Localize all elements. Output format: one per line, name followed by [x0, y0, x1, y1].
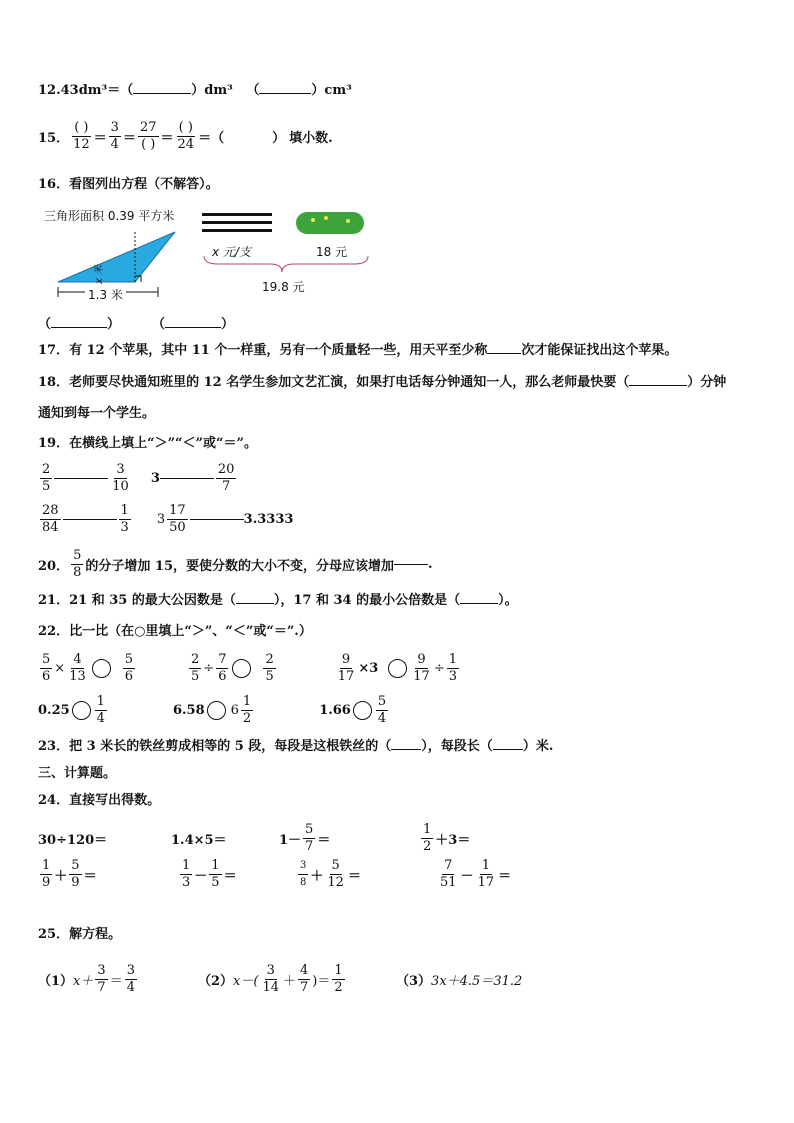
- denominator: 13: [69, 669, 86, 684]
- numerator: 4: [73, 652, 82, 667]
- numerator[interactable]: ( ): [74, 120, 89, 135]
- denominator: 2: [242, 711, 252, 726]
- expr: ＝: [317, 833, 331, 848]
- fraction: [119, 503, 131, 536]
- numerator: 1: [96, 694, 105, 709]
- number: 6.58: [172, 703, 205, 718]
- q18-line2: 通知到每一个学生。: [38, 406, 156, 421]
- denominator: 24: [177, 137, 195, 152]
- answer-blank[interactable]: [190, 519, 244, 520]
- pen-icon: [202, 213, 272, 216]
- denominator: 9: [42, 875, 51, 890]
- numerator: 28: [42, 503, 59, 518]
- eq: ＝: [198, 131, 212, 146]
- answer-blank[interactable]: [133, 93, 191, 94]
- operator: ＋: [310, 869, 324, 884]
- number: 1.66: [319, 703, 351, 718]
- fraction: [138, 120, 159, 153]
- q16-text: 16．看图列出方程（不解答）。: [38, 177, 219, 192]
- denominator: 12: [73, 137, 90, 152]
- q16-answer-1: （ ）: [38, 317, 121, 332]
- q21-text: 21．21 和 35 的最大公因数是（: [38, 593, 236, 608]
- fraction: [109, 120, 121, 153]
- numerator: 3: [126, 963, 135, 978]
- compare-circle[interactable]: [207, 701, 226, 720]
- pen-icon: [202, 229, 272, 232]
- expr: 1－: [279, 833, 302, 848]
- q19-row2: [38, 503, 293, 536]
- q16-answer-2: （ ）: [152, 317, 235, 332]
- q21-mid: ），17 和 34 的最小公倍数是（: [273, 593, 461, 608]
- denominator: 7: [300, 980, 309, 995]
- denominator: 5: [265, 669, 274, 684]
- denominator: 5: [191, 669, 200, 684]
- expr: ＋3＝: [435, 833, 471, 848]
- q14-text: 12.43dm³＝: [38, 83, 121, 98]
- numerator: 5: [305, 822, 314, 837]
- eq: ＝: [347, 869, 361, 884]
- numerator: 4: [300, 963, 309, 978]
- case-price-label: 18 元: [316, 245, 348, 259]
- numerator: 1: [334, 963, 343, 978]
- operator: ＋: [54, 869, 68, 884]
- answer-blank[interactable]: [165, 327, 221, 328]
- denominator: 6: [124, 669, 134, 684]
- q24-row1: [38, 822, 758, 855]
- sub-label: （1）: [38, 974, 74, 989]
- denominator: 3: [182, 875, 191, 890]
- q17-line: [38, 342, 677, 360]
- case-dot: [311, 218, 315, 222]
- denominator: 6: [218, 669, 227, 684]
- numerator: 1: [182, 858, 191, 873]
- expr: 1.4×5＝: [171, 833, 227, 848]
- eq: ＝: [160, 131, 174, 146]
- paren: （: [211, 131, 225, 146]
- denominator: 12: [327, 875, 344, 890]
- fraction: [216, 462, 237, 495]
- numerator[interactable]: ( ): [178, 120, 193, 135]
- numerator: 9: [417, 652, 426, 667]
- q22-text: 22．比一比（在○里填上“＞”、“＜”或“＝”.）: [38, 624, 312, 639]
- q24-text: 24．直接写出得数。: [38, 793, 161, 808]
- numerator: 17: [169, 503, 186, 518]
- denominator: 4: [377, 711, 387, 726]
- numerator: 5: [42, 652, 51, 667]
- q17-text: 17．有 12 个苹果，其中 11 个一样重，另有一个质量轻一些，用天平至少称: [38, 343, 488, 358]
- answer-blank[interactable]: [394, 564, 428, 565]
- paren: ）: [272, 131, 286, 146]
- eq: ＝: [109, 974, 123, 989]
- answer-blank[interactable]: [493, 749, 523, 750]
- compare-circle[interactable]: [388, 659, 407, 678]
- answer-blank[interactable]: [487, 353, 521, 354]
- height-label: x 米: [94, 264, 105, 284]
- section-heading: 三、计算题。: [38, 766, 117, 781]
- denominator: 50: [169, 520, 186, 535]
- fraction: [40, 462, 52, 495]
- denominator[interactable]: ( ): [141, 137, 156, 152]
- eq: ＝: [122, 131, 136, 146]
- q18-text: 18．老师要尽快通知班里的 12 名学生参加文艺汇演，如果打电话每分钟通知一人，那么老师最快要（: [38, 375, 630, 390]
- numerator: 20: [217, 462, 235, 477]
- denominator: 2: [334, 980, 343, 995]
- q18-tail: ）分钟: [687, 375, 727, 390]
- numerator: 9: [341, 652, 351, 667]
- fraction: [40, 503, 61, 536]
- eq: ＝: [83, 869, 97, 884]
- denominator: 4: [110, 137, 119, 152]
- answer-blank[interactable]: [51, 327, 107, 328]
- answer-blank[interactable]: [160, 478, 214, 479]
- q23-line: [38, 738, 553, 756]
- numerator: 5: [124, 652, 134, 667]
- numerator: 1: [120, 503, 129, 518]
- fraction: [167, 503, 188, 536]
- whole-number: 3: [156, 512, 166, 527]
- answer-blank[interactable]: [460, 603, 498, 604]
- denominator: 10: [112, 479, 129, 494]
- operator: －: [194, 869, 208, 884]
- unit: dm³: [204, 83, 233, 98]
- denominator: 2: [423, 839, 432, 854]
- numerator: 3: [116, 462, 125, 477]
- numerator: 7: [444, 858, 453, 873]
- expr: x－(: [233, 974, 259, 989]
- q22-row2: [38, 694, 390, 727]
- denominator: 7: [97, 980, 106, 995]
- q23-text: 23．把 3 米长的铁丝剪成相等的 5 段，每段是这根铁丝的（: [38, 739, 392, 754]
- denominator: 7: [305, 839, 314, 854]
- q18-line: [38, 374, 726, 392]
- base-label: 1.3 米: [85, 286, 126, 303]
- compare-circle[interactable]: [232, 659, 251, 678]
- pencil-case-icon: [296, 212, 364, 234]
- answer-blank[interactable]: [629, 385, 687, 386]
- denominator: 5: [42, 479, 51, 494]
- fraction: [71, 548, 83, 581]
- numerator: 1: [42, 858, 51, 873]
- numerator: 5: [71, 858, 80, 873]
- denominator: 5: [211, 875, 220, 890]
- answer-blank[interactable]: [63, 519, 117, 520]
- numerator: 3: [266, 963, 275, 978]
- compare-circle[interactable]: [92, 659, 111, 678]
- q20-text: 的分子增加 15，要使分数的大小不变，分母应该增加: [85, 559, 394, 574]
- expr: x＋: [73, 974, 94, 989]
- whole-number: 6: [230, 703, 239, 718]
- denominator: 51: [440, 875, 457, 890]
- total-price-label: 19.8 元: [262, 280, 305, 294]
- expr: 30÷120＝: [38, 833, 108, 848]
- numerator: 5: [331, 858, 340, 873]
- q20-tail: .: [428, 557, 433, 572]
- eq: ＝: [223, 869, 237, 884]
- numerator: 5: [73, 548, 82, 563]
- numerator: 3: [298, 858, 308, 875]
- denominator: 4: [126, 980, 135, 995]
- q15-line: [38, 120, 333, 153]
- numerator: 1: [448, 652, 457, 667]
- denominator: 3: [448, 669, 457, 684]
- q20-line: 20． $\frac{5}{8}$ 的分子增加 15，要使分数的大小不变，分母应该增加 .: [38, 548, 433, 580]
- q21-line: [38, 592, 518, 610]
- operator: ＋: [283, 974, 297, 989]
- denominator: 14: [262, 980, 279, 995]
- numerator: 2: [265, 652, 274, 667]
- answer-blank[interactable]: [236, 603, 274, 604]
- fraction: [176, 120, 197, 153]
- denominator: 17: [413, 669, 430, 684]
- number: 3: [150, 471, 160, 486]
- numerator: 27: [139, 120, 157, 135]
- q25-row: [38, 963, 522, 996]
- expr: )＝: [312, 974, 331, 989]
- denominator: 4: [96, 711, 105, 726]
- q24-row2: [38, 858, 511, 891]
- denominator: 17: [337, 669, 355, 684]
- q19-row1: [38, 462, 238, 495]
- sub-label: （2）: [198, 974, 234, 989]
- triangle-shape: [58, 232, 175, 282]
- eq: ＝: [93, 131, 107, 146]
- expr: 3x＋4.5＝31.2: [431, 974, 523, 989]
- case-dot: [324, 216, 328, 220]
- numerator: 1: [242, 694, 252, 709]
- q-number: 15．: [38, 131, 70, 146]
- number: 0.25: [38, 703, 70, 718]
- sub-label: （3）: [396, 974, 432, 989]
- operator: ÷: [203, 661, 215, 676]
- case-dot: [346, 219, 350, 223]
- operator: －: [460, 869, 474, 884]
- numerator: 3: [110, 120, 119, 135]
- fraction: [110, 462, 131, 495]
- unit: cm³: [324, 83, 352, 98]
- answer-blank[interactable]: [259, 93, 311, 94]
- q14-line: 12.43dm³＝（ ）dm³ （ ）cm³: [38, 83, 352, 98]
- answer-blank[interactable]: [54, 478, 108, 479]
- denominator: 84: [42, 520, 59, 535]
- numerator: 5: [377, 694, 387, 709]
- numerator: 2: [42, 462, 51, 477]
- denominator: 17: [477, 875, 495, 890]
- denominator: 8: [73, 565, 82, 580]
- numerator: 1: [211, 858, 220, 873]
- operator: ×: [54, 661, 66, 676]
- fraction: [71, 120, 92, 153]
- pen-icon: [202, 221, 272, 224]
- operator: ÷: [433, 661, 445, 676]
- q25-text: 25．解方程。: [38, 927, 122, 942]
- denominator: 6: [42, 669, 51, 684]
- answer-blank[interactable]: [391, 749, 421, 750]
- numerator: 1: [481, 858, 490, 873]
- numerator: 2: [191, 652, 200, 667]
- q17-tail: 次才能保证找出这个苹果。: [521, 343, 678, 358]
- q21-tail: ）。: [498, 593, 518, 608]
- triangle-area-label: 三角形面积 0.39 平方米: [44, 209, 175, 223]
- numerator: 1: [423, 822, 432, 837]
- operator: ×3: [358, 661, 379, 676]
- numerator: 3: [97, 963, 106, 978]
- numerator: 7: [218, 652, 227, 667]
- eq: ＝: [498, 869, 512, 884]
- q15-tail: 填小数.: [289, 131, 333, 146]
- denominator: 9: [71, 875, 80, 890]
- denominator: 3: [120, 520, 129, 535]
- q19-text: 19．在横线上填上“＞”“＜”或“＝”。: [38, 436, 257, 451]
- number: 3.3333: [243, 512, 294, 527]
- q22-row1: [38, 652, 461, 685]
- denominator: 8: [300, 877, 307, 888]
- compare-circle[interactable]: [72, 701, 91, 720]
- pen-price-label: x 元/支: [212, 245, 251, 259]
- denominator: 7: [222, 479, 231, 494]
- q23-tail: ）米.: [522, 739, 554, 754]
- q23-mid: ），每段长（: [421, 739, 493, 754]
- compare-circle[interactable]: [353, 701, 372, 720]
